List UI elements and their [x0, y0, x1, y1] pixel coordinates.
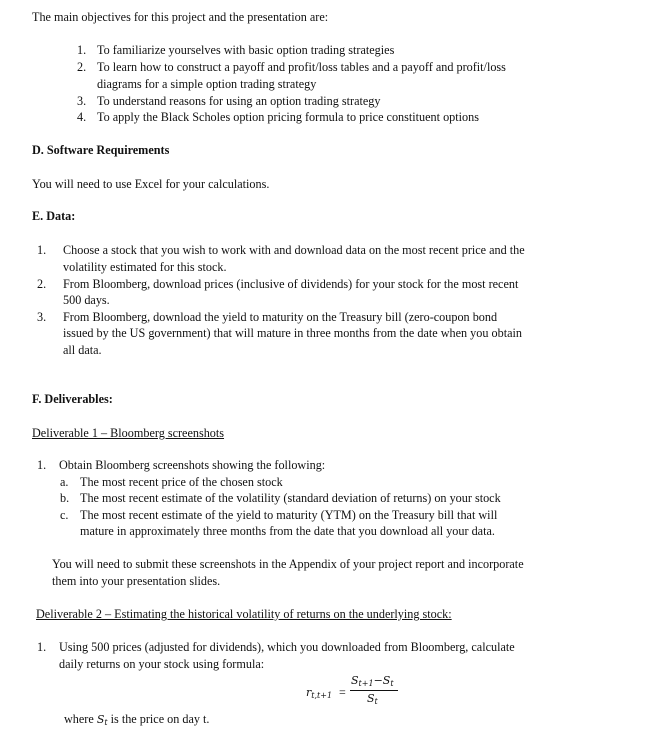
- sublist-item-continuation: mature in approximately three months from the date that you download all your data.: [80, 524, 495, 538]
- section-heading-data: E. Data:: [32, 209, 76, 223]
- list-item: To familiarize yourselves with basic option trading strategies: [97, 43, 395, 57]
- list-item-number: 4.: [77, 110, 87, 124]
- list-item-number: 1.: [37, 458, 47, 472]
- list-item-number: 3.: [37, 310, 47, 324]
- sublist-letter: b.: [60, 491, 70, 505]
- list-item-continuation: daily returns on your stock using formula:: [59, 657, 265, 671]
- formula-where-line: where $S_t$ is the price on day t.: [64, 712, 210, 727]
- list-item: To apply the Black Scholes option pricing formula to price constituent options: [97, 110, 479, 124]
- formula-lhs: $r_{t,t+1}$: [306, 686, 333, 700]
- list-item: Obtain Bloomberg screenshots showing the following:: [59, 458, 326, 472]
- list-item-continuation: diagrams for a simple option trading strategy: [97, 77, 317, 91]
- list-item-continuation: issued by the US government) that will mature in three months from the date when you obtain: [63, 326, 522, 340]
- list-item: From Bloomberg, download the yield to maturity on the Treasury bill (zero-coupon bond: [63, 310, 498, 324]
- list-item-continuation: 500 days.: [63, 293, 110, 307]
- sublist-item: The most recent estimate of the volatility (standard deviation of returns) on your stock: [80, 491, 501, 505]
- formula-denominator: $S_t$: [367, 692, 378, 706]
- sublist-item: The most recent price of the chosen stock: [80, 475, 283, 489]
- sublist-letter: c.: [60, 508, 69, 522]
- objectives-intro: The main objectives for this project and the presentation are:: [32, 10, 329, 24]
- list-item-number: 1.: [77, 43, 87, 57]
- list-item-continuation: all data.: [63, 343, 102, 357]
- deliverable-1-note-continuation: them into your presentation slides.: [52, 574, 221, 588]
- section-heading-software: D. Software Requirements: [32, 143, 170, 157]
- list-item-number: 1.: [37, 243, 47, 257]
- list-item: From Bloomberg, download prices (inclusive of dividends) for your stock for the most recent: [63, 277, 519, 291]
- list-item-continuation: volatility estimated for this stock.: [63, 260, 227, 274]
- sublist-letter: a.: [60, 475, 69, 489]
- sublist-item: The most recent estimate of the yield to maturity (YTM) on the Treasury bill that will: [80, 508, 498, 522]
- deliverable-1-note: You will need to submit these screenshots in the Appendix of your project report and incorporate: [52, 557, 524, 571]
- list-item: Choose a stock that you wish to work with and download data on the most recent price and the: [63, 243, 525, 257]
- software-text: You will need to use Excel for your calculations.: [32, 177, 270, 191]
- list-item: To understand reasons for using an option trading strategy: [97, 94, 381, 108]
- list-item: To learn how to construct a payoff and profit/loss tables and a payoff and profit/loss: [97, 60, 506, 74]
- list-item-number: 3.: [77, 94, 87, 108]
- formula-numerator: $S_{t+1}-S_t$: [351, 674, 394, 688]
- list-item-number: 2.: [37, 277, 47, 291]
- deliverable-2-title: Deliverable 2 – Estimating the historical volatility of returns on the underlying stock:: [36, 607, 452, 621]
- list-item: Using 500 prices (adjusted for dividends), which you downloaded from Bloomberg, calculate: [59, 640, 515, 654]
- deliverable-1-title: Deliverable 1 – Bloomberg screenshots: [32, 426, 225, 440]
- section-heading-deliverables: F. Deliverables:: [32, 392, 113, 406]
- list-item-number: 1.: [37, 640, 47, 654]
- formula-equals: =: [339, 685, 346, 699]
- list-item-number: 2.: [77, 60, 87, 74]
